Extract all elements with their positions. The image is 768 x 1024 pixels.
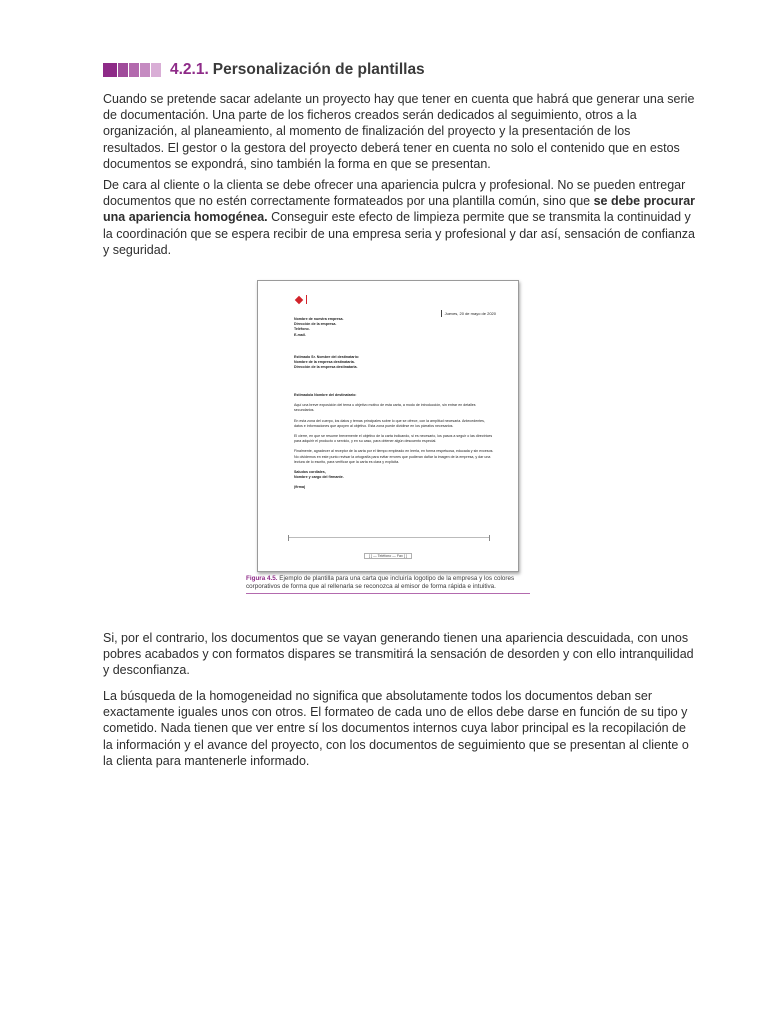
figure-caption: [246, 575, 530, 591]
recipient-line: Estimado Sr. Nombre del destinatario:: [294, 355, 360, 359]
caption-divider: [246, 593, 530, 594]
paragraph-text: De cara al cliente o la clienta se debe ofrecer una apariencia pulcra y profesional. No se pueden entregar documentos que no estén correctamente formateados por una plantilla común, sino que: [103, 178, 686, 209]
letter-paragraph: El cierre, en que se resume brevemente el objetivo de la carta indicando, si es necesario, los pasos a seguir o las directrices para adquirir el producto o servicio, y en su caso, para obtener algún descuento especial.: [294, 434, 493, 444]
letter-signature: (firma): [294, 485, 306, 490]
section-title: Personalización de plantillas: [212, 61, 425, 78]
paragraph-text: Conseguir este efecto de limpieza permite que se transmita la continuidad y la coordinación que se espera recibir de una empresa seria y profesional y dar así, sensación de confianza y seguridad.: [103, 210, 696, 257]
letter-paragraph: En esta zona del cuerpo, los datos y temas principales sobre lo que se ofrece, con la amplitud necesaria. Antecedentes, datos e informaciones que apoyen al objetivo. Esta zona puede dividirse en los párrafos necesarios.: [294, 418, 485, 428]
letter-salutation: Estimado/a Nombre del destinatario:: [294, 393, 357, 397]
letter-template-figure: [257, 280, 519, 572]
letter-footer: [258, 544, 518, 562]
paragraph-client-appearance: [103, 177, 695, 258]
paragraph-homogeneity: La búsqueda de la homogeneidad no significa que absolutamente todos los documentos deban ser exactamente iguales unos con otros. El formateo de cada uno de ellos debe darse en función de su tipo y cometido. Nada tienen que ver entre sí los documentos internos cuya labor principal es la recopilación de la información y el avance del proyecto, con los documentos de seguimiento que se presentan al cliente o la clienta para mantenerle informado.: [103, 689, 689, 768]
paragraph-careless-appearance: Si, por el contrario, los documentos que se vayan generando tienen una apariencia descuidada, con unos pobres acabados y con formatos dispares se transmitirá la sensación de desorden y con ello intranquilidad y desconfianza.: [103, 631, 694, 678]
letter-closing: Nombre y cargo del firmante.: [294, 475, 344, 480]
letter-footer-text: [ ] — Teléfono — Fax [ ]: [364, 553, 412, 559]
letter-body: [294, 393, 494, 491]
sender-line: Nombre de nuestra empresa.: [294, 317, 344, 321]
paragraph-bold-text: se debe procurar una apariencia homogénea.: [103, 194, 696, 225]
sender-line: Dirección de la empresa.: [294, 322, 337, 327]
letter-footer-rule: [288, 537, 490, 538]
sender-block: [294, 317, 494, 338]
letter-paragraph: Aquí una breve exposición del tema u objetivo motivo de esta carta, a modo de introducción, sin entrar en detalles secundarios.: [294, 403, 476, 413]
letter-closing: Saludos cordiales,: [294, 470, 326, 475]
recipient-line: Dirección de la empresa destinataria.: [294, 365, 358, 370]
sender-line: E-mail.: [294, 332, 306, 337]
sender-line: Teléfono.: [294, 327, 310, 332]
figure-caption-label: Figura 4.5.: [246, 575, 278, 582]
heading-decoration-bars: [103, 63, 162, 77]
section-heading: [103, 57, 425, 83]
company-logo-icon: [296, 295, 307, 304]
figure-caption-text: Ejemplo de plantilla para una carta que incluiría logotipo de la empresa y los colores corporativos de forma que al rellenarla se reconozca al emisor de forma rápida e intuitiva.: [246, 575, 515, 590]
letter-paragraph: Finalmente, agradecer al receptor de la carta por el tiempo empleado en leerla, en forma respetuosa, educada y sin excesos. No olvidemos en este punto revisar la ortografía para evitar errores que pudieran dañar la imagen de la empresa, y dar una lectura de lo escrito, para verificar que la carta es clara y explícita.: [294, 449, 494, 464]
section-number: 4.2.1.: [170, 61, 209, 78]
paragraph-intro: Cuando se pretende sacar adelante un proyecto hay que tener en cuenta que habrá que generar una serie de documentación. Una parte de los ficheros creados serán dedicados al seguimiento, otros a la organización, al planeamiento, al momento de finalización del proyecto y la presentación de los resultados. El gestor o la gestora del proyecto deberá tener en cuenta no solo el contenido que en estos documentos se expondrá, sino también la forma en que se presentan.: [103, 92, 695, 171]
recipient-line: Nombre de la empresa destinataria.: [294, 360, 355, 365]
letter-date: Jueves, 20 de mayo de 2020: [444, 311, 496, 316]
recipient-block: [294, 355, 494, 371]
